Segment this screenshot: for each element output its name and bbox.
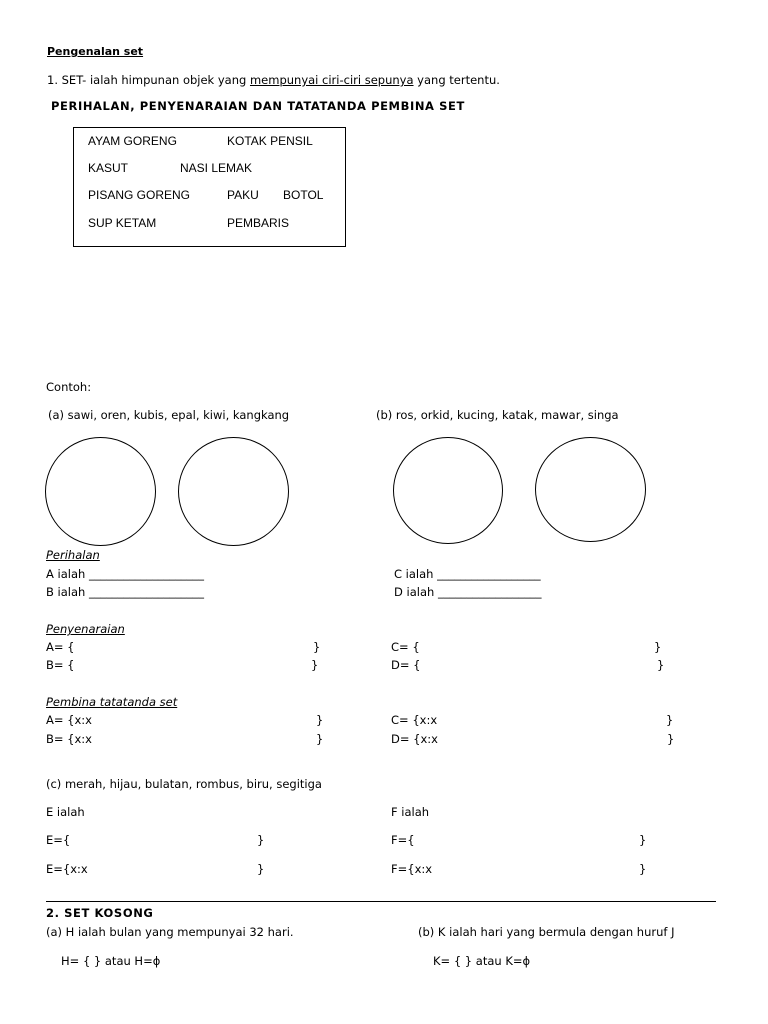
example-label: Contoh: [46,380,92,394]
closing-brace: } [257,833,265,847]
perihalan-b: B ialah ____________________ [46,585,204,599]
e-description: E ialah [46,805,85,819]
pembina-c: C= {x:x [391,713,438,727]
box-item: SUP KETAM [88,216,157,230]
box-item: PEMBARIS [227,216,290,230]
f-builder: F={x:x [391,862,433,876]
box-item: AYAM GORENG [88,134,177,148]
venn-circle-a1 [45,437,156,546]
pembina-a: A= {x:x [46,713,92,727]
closing-brace: } [639,862,647,876]
closing-brace: } [639,833,647,847]
closing-brace: } [257,862,265,876]
e-list: E={ [46,833,71,847]
closing-brace: } [313,640,321,654]
box-item: KASUT [88,161,129,175]
closing-brace: } [666,713,674,727]
pembina-d: D= {x:x [391,732,438,746]
set-definition [47,75,500,87]
definition-prefix: 1. SET- ialah himpunan objek yang [47,73,250,87]
pembina-heading: Pembina tatatanda set [46,695,178,709]
box-item: NASI LEMAK [180,161,253,175]
box-item: KOTAK PENSIL [227,134,313,148]
perihalan-c: C ialah __________________ [394,567,541,581]
example-b-list: (b) ros, orkid, kucing, katak, mawar, singa [376,408,619,422]
perihalan-d: D ialah __________________ [394,585,542,599]
penyenaraian-b: B= { [46,658,75,672]
venn-circle-b1 [393,437,503,544]
perihalan-a: A ialah ____________________ [46,567,204,581]
section-divider [46,901,716,902]
example-c-list: (c) merah, hijau, bulatan, rombus, biru, segitiga [46,777,322,791]
closing-brace: } [311,658,319,672]
section-2-heading: 2. SET KOSONG [46,906,154,920]
closing-brace: } [667,732,675,746]
closing-brace: } [654,640,662,654]
closing-brace: } [316,713,324,727]
closing-brace: } [657,658,665,672]
e-builder: E={x:x [46,862,88,876]
example-a-list: (a) sawi, oren, kubis, epal, kiwi, kangkang [48,408,290,422]
penyenaraian-d: D= { [391,658,421,672]
empty-set-h: H= { } atau H=ɸ [61,954,161,968]
empty-set-b: (b) K ialah hari yang bermula dengan huruf J [418,925,675,939]
empty-set-k: K= { } atau K=ɸ [433,954,531,968]
page-title: Pengenalan set [47,45,144,58]
venn-circle-b2 [535,437,646,542]
venn-circle-a2 [178,437,289,546]
penyenaraian-heading: Penyenaraian [46,622,125,636]
definition-keyword: mempunyai ciri-ciri sepunya [249,73,414,87]
section-1-heading: PERIHALAN, PENYENARAIAN DAN TATATANDA PEMBINA SET [51,99,465,113]
penyenaraian-c: C= { [391,640,420,654]
pembina-b: B= {x:x [46,732,92,746]
f-list: F={ [391,833,415,847]
box-item: PAKU [227,188,259,202]
penyenaraian-a: A= { [46,640,75,654]
box-item: PISANG GORENG [88,188,191,202]
definition-suffix: yang tertentu. [413,73,500,87]
perihalan-heading: Perihalan [46,548,100,562]
closing-brace: } [316,732,324,746]
box-item: BOTOL [283,188,324,202]
f-description: F ialah [391,805,430,819]
empty-set-a: (a) H ialah bulan yang mempunyai 32 hari. [46,925,294,939]
